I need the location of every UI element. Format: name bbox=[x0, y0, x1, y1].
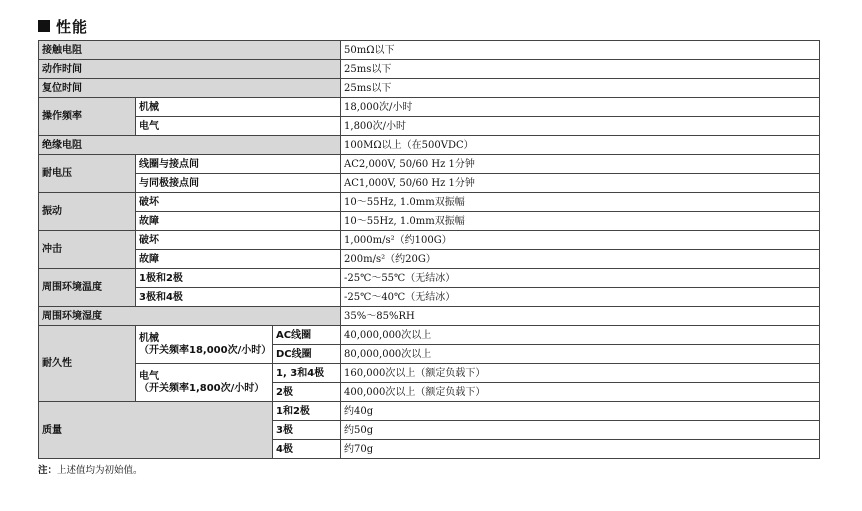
sub-label-coil-contact: 线圈与接点间 bbox=[136, 155, 341, 174]
sub-label-durability-electrical bbox=[136, 364, 273, 402]
row-label-insulation-resistance: 绝缘电阻 bbox=[39, 136, 341, 155]
square-bullet-icon bbox=[38, 20, 50, 32]
sub-label-vibration-destruction: 破坏 bbox=[136, 193, 341, 212]
durability-electrical-line1: 电气 bbox=[139, 370, 159, 382]
footnote-prefix: 注： bbox=[38, 465, 58, 476]
table-row bbox=[39, 402, 820, 421]
table-row bbox=[39, 231, 820, 250]
sub-label-shock-destruction: 破坏 bbox=[136, 231, 341, 250]
sub-label-dc-coil: DC线圈 bbox=[273, 345, 341, 364]
table-row bbox=[39, 288, 820, 307]
table-row bbox=[39, 174, 820, 193]
value-weight-pole-3: 约50g bbox=[341, 421, 820, 440]
row-label-ambient-temperature: 周围环境温度 bbox=[39, 269, 136, 307]
sub-label-poles-1-3-4: 1, 3和4极 bbox=[273, 364, 341, 383]
value-poles-1-3-4: 160,000次以上（额定负载下） bbox=[341, 364, 820, 383]
value-temp-poles-1-2: -25℃～55℃（无结冰） bbox=[341, 269, 820, 288]
row-label-shock: 冲击 bbox=[39, 231, 136, 269]
row-label-vibration: 振动 bbox=[39, 193, 136, 231]
section-title: 性能 bbox=[56, 17, 89, 36]
value-contact-resistance: 50mΩ以下 bbox=[341, 41, 820, 60]
sub-label-weight-poles-1-2: 1和2极 bbox=[273, 402, 341, 421]
sub-label-freq-electrical: 电气 bbox=[136, 117, 341, 136]
value-freq-electrical: 1,800次/小时 bbox=[341, 117, 820, 136]
row-label-release-time: 复位时间 bbox=[39, 79, 341, 98]
value-vibration-malfunction: 10～55Hz, 1.0mm双振幅 bbox=[341, 212, 820, 231]
value-shock-malfunction: 200m/s²（约20G） bbox=[341, 250, 820, 269]
sub-label-ac-coil: AC线圈 bbox=[273, 326, 341, 345]
durability-mechanical-line1: 机械 bbox=[139, 332, 159, 344]
value-ac-coil: 40,000,000次以上 bbox=[341, 326, 820, 345]
table-row bbox=[39, 193, 820, 212]
row-label-ambient-humidity: 周围环境湿度 bbox=[39, 307, 341, 326]
sub-label-weight-pole-3: 3极 bbox=[273, 421, 341, 440]
sub-label-same-pole: 与同极接点间 bbox=[136, 174, 341, 193]
value-freq-mechanical: 18,000次/小时 bbox=[341, 98, 820, 117]
table-row bbox=[39, 98, 820, 117]
table-row bbox=[39, 136, 820, 155]
durability-mechanical-line2: （开关频率18,000次/小时） bbox=[139, 344, 272, 356]
sub-label-temp-poles-1-2: 1极和2极 bbox=[136, 269, 341, 288]
table-row bbox=[39, 326, 820, 345]
table-row bbox=[39, 307, 820, 326]
performance-spec-table bbox=[38, 40, 820, 459]
sub-label-pole-2: 2极 bbox=[273, 383, 341, 402]
sub-label-freq-mechanical: 机械 bbox=[136, 98, 341, 117]
value-operate-time: 25ms以下 bbox=[341, 60, 820, 79]
table-row bbox=[39, 364, 820, 383]
table-row bbox=[39, 79, 820, 98]
durability-electrical-line2: （开关频率1,800次/小时） bbox=[139, 382, 265, 394]
value-ambient-humidity: 35%～85%RH bbox=[341, 307, 820, 326]
table-row bbox=[39, 41, 820, 60]
sub-label-weight-pole-4: 4极 bbox=[273, 440, 341, 459]
sub-label-vibration-malfunction: 故障 bbox=[136, 212, 341, 231]
value-dc-coil: 80,000,000次以上 bbox=[341, 345, 820, 364]
row-label-weight: 质量 bbox=[39, 402, 273, 459]
value-weight-poles-1-2: 约40g bbox=[341, 402, 820, 421]
footnote-text: 上述值均为初始值。 bbox=[57, 465, 143, 476]
table-row bbox=[39, 155, 820, 174]
table-row bbox=[39, 212, 820, 231]
table-row bbox=[39, 250, 820, 269]
value-insulation-resistance: 100MΩ以上（在500VDC） bbox=[341, 136, 820, 155]
sub-label-temp-poles-3-4: 3极和4极 bbox=[136, 288, 341, 307]
row-label-durability: 耐久性 bbox=[39, 326, 136, 402]
row-label-dielectric-strength: 耐电压 bbox=[39, 155, 136, 193]
value-weight-pole-4: 约70g bbox=[341, 440, 820, 459]
row-label-contact-resistance: 接触电阻 bbox=[39, 41, 341, 60]
value-pole-2: 400,000次以上（额定负载下） bbox=[341, 383, 820, 402]
table-row bbox=[39, 269, 820, 288]
sub-label-shock-malfunction: 故障 bbox=[136, 250, 341, 269]
sub-label-durability-mechanical bbox=[136, 326, 273, 364]
table-row bbox=[39, 60, 820, 79]
value-coil-contact: AC2,000V, 50/60 Hz 1分钟 bbox=[341, 155, 820, 174]
value-vibration-destruction: 10～55Hz, 1.0mm双振幅 bbox=[341, 193, 820, 212]
value-shock-destruction: 1,000m/s²（约100G） bbox=[341, 231, 820, 250]
section-heading bbox=[38, 16, 88, 36]
footnote bbox=[38, 462, 143, 476]
row-label-operate-time: 动作时间 bbox=[39, 60, 341, 79]
value-temp-poles-3-4: -25℃～40℃（无结冰） bbox=[341, 288, 820, 307]
value-release-time: 25ms以下 bbox=[341, 79, 820, 98]
value-same-pole: AC1,000V, 50/60 Hz 1分钟 bbox=[341, 174, 820, 193]
table-row bbox=[39, 117, 820, 136]
row-label-operating-frequency: 操作频率 bbox=[39, 98, 136, 136]
